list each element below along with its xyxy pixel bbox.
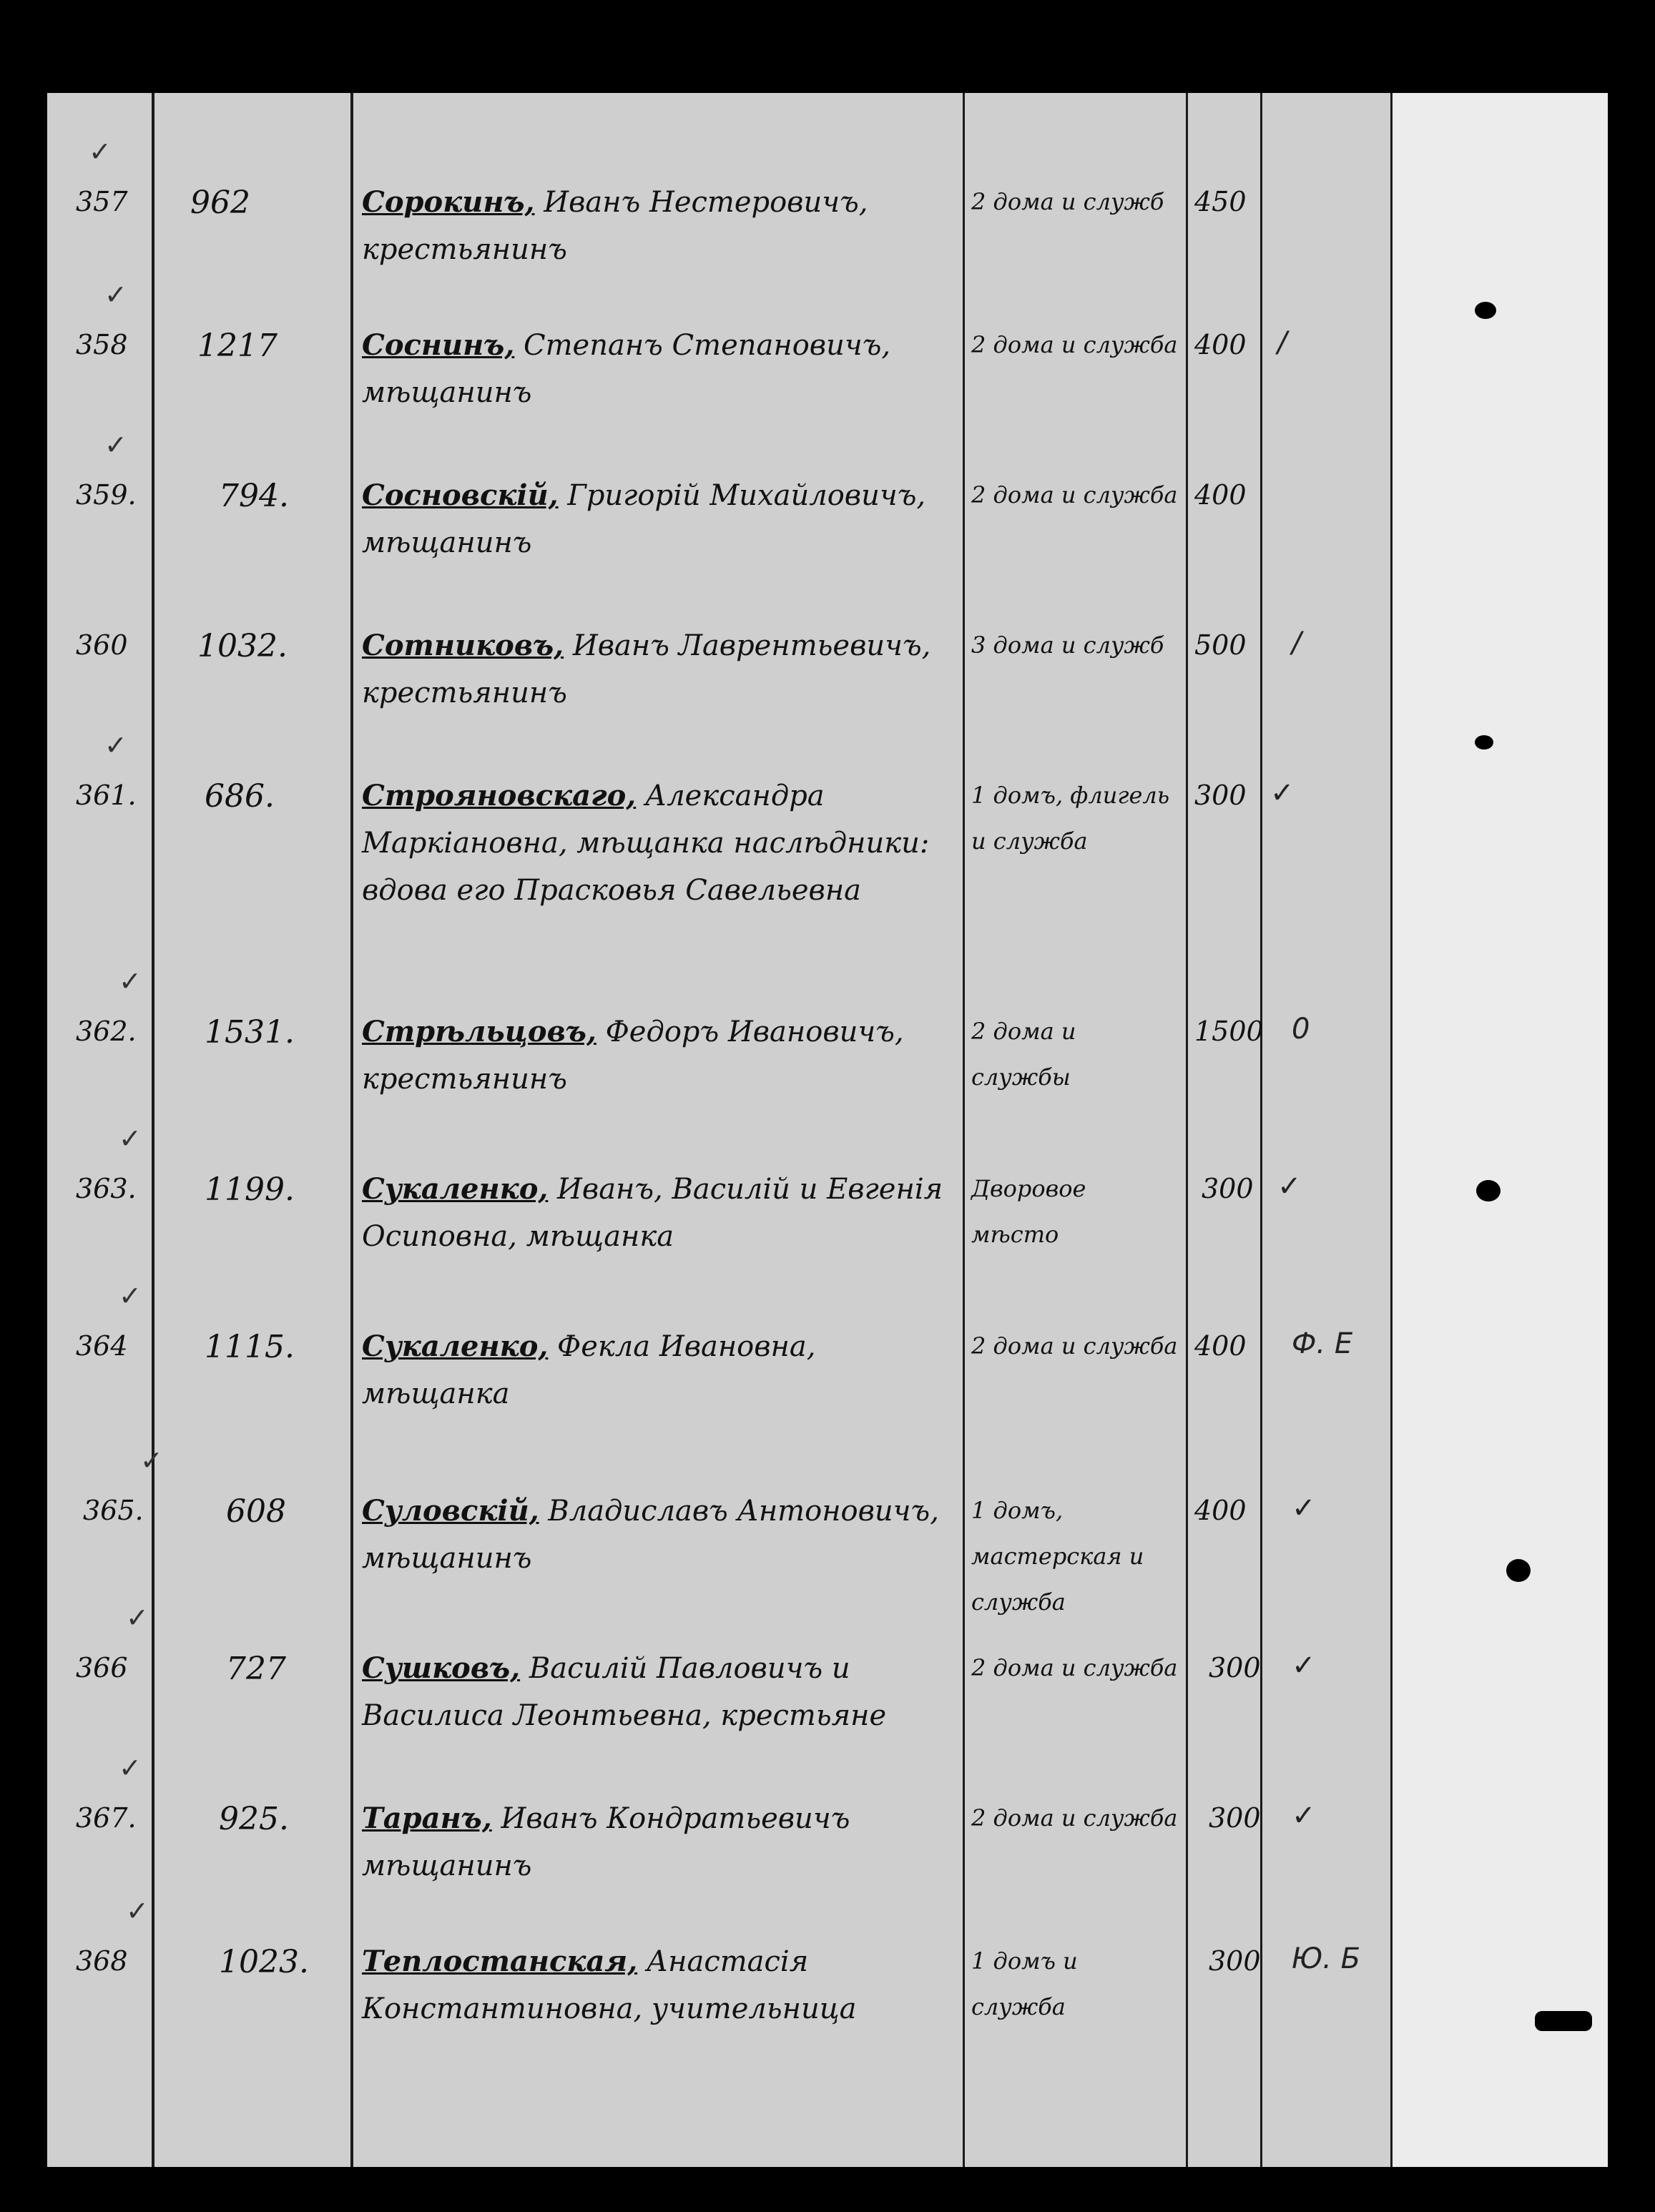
entry-number: 361. bbox=[76, 780, 137, 811]
column-rule-2 bbox=[350, 93, 353, 2167]
owner-details: Владиславъ Антоновичъ, мѣщанинъ bbox=[362, 1495, 939, 1575]
owner-name bbox=[362, 322, 948, 416]
property-value: 400 bbox=[1194, 1495, 1247, 1526]
owner-details: Фекла Ивановна, мѣщанка bbox=[362, 1330, 816, 1410]
register-number: 962 bbox=[190, 185, 250, 221]
register-number: 1199. bbox=[205, 1171, 295, 1208]
register-number: 727 bbox=[226, 1651, 286, 1687]
owner-name bbox=[362, 1166, 948, 1260]
ink-blot bbox=[1476, 1180, 1501, 1201]
check-mark-icon: ✓ bbox=[126, 1602, 149, 1633]
owner-name bbox=[362, 1938, 948, 2032]
check-mark-icon: ✓ bbox=[119, 1280, 142, 1312]
property-description: 1 домъ, флигель и служба bbox=[971, 782, 1170, 855]
entry-number: 364 bbox=[76, 1330, 128, 1362]
property-value: 400 bbox=[1194, 329, 1247, 360]
check-mark-icon: ✓ bbox=[104, 279, 127, 310]
property-value: 500 bbox=[1194, 629, 1247, 661]
entry-number: 363. bbox=[76, 1173, 137, 1204]
owner-details: Григорій Михайловичъ, мѣщанинъ bbox=[362, 479, 926, 559]
check-mark-icon: ✓ bbox=[119, 965, 142, 997]
owner-name bbox=[362, 1008, 948, 1103]
owner-surname: Сорокинъ, bbox=[362, 185, 535, 219]
property-value: 300 bbox=[1202, 1173, 1254, 1204]
column-rule-4 bbox=[1186, 93, 1188, 2167]
entry-number: 362. bbox=[76, 1016, 137, 1047]
owner-details: Василій Павловичъ и Василиса Леонтьевна, крестьяне bbox=[362, 1652, 887, 1732]
owner-surname: Суловскій, bbox=[362, 1494, 539, 1528]
check-mark-icon: ✓ bbox=[104, 429, 127, 461]
owner-surname: Строяновскаго, bbox=[362, 779, 637, 812]
ink-blot bbox=[1535, 2011, 1592, 2031]
owner-surname: Сушковъ, bbox=[362, 1651, 521, 1685]
check-mark-icon: ✓ bbox=[104, 729, 127, 761]
owner-name bbox=[362, 472, 948, 566]
ink-blot bbox=[1506, 1559, 1531, 1582]
check-mark-icon: ✓ bbox=[140, 1445, 163, 1476]
register-number: 1032. bbox=[197, 628, 288, 664]
margin-mark: / bbox=[1277, 326, 1287, 359]
owner-surname: Стрѣльцовъ, bbox=[362, 1015, 596, 1048]
margin-mark: ✓ bbox=[1277, 1170, 1302, 1203]
owner-name bbox=[362, 772, 948, 914]
owner-name bbox=[362, 1488, 948, 1582]
owner-surname: Таранъ, bbox=[362, 1801, 492, 1835]
check-mark-icon: ✓ bbox=[89, 136, 112, 167]
property-value: 300 bbox=[1194, 780, 1247, 811]
owner-surname: Сукаленко, bbox=[362, 1329, 549, 1363]
property-description: 1 домъ и служба bbox=[971, 1947, 1078, 2020]
check-mark-icon: ✓ bbox=[119, 1752, 142, 1784]
property-description: 2 дома и служба bbox=[971, 331, 1178, 358]
property-value: 300 bbox=[1209, 1802, 1261, 1834]
entry-number: 367. bbox=[76, 1802, 137, 1834]
property-description: 2 дома и служб bbox=[971, 188, 1164, 215]
check-mark-icon: ✓ bbox=[119, 1123, 142, 1154]
register-number: 794. bbox=[219, 478, 289, 514]
property-value: 1500 bbox=[1194, 1016, 1264, 1047]
owner-surname: Сосновскій, bbox=[362, 478, 559, 512]
margin-mark: Ю. Б bbox=[1292, 1942, 1361, 1975]
margin-mark: ✓ bbox=[1292, 1649, 1316, 1682]
property-description: 2 дома и служба bbox=[971, 481, 1178, 508]
owner-surname: Соснинъ, bbox=[362, 328, 515, 362]
register-number: 1023. bbox=[219, 1944, 309, 1980]
property-description: 2 дома и служба bbox=[971, 1804, 1178, 1832]
property-value: 300 bbox=[1209, 1945, 1261, 1977]
property-description: 2 дома и служба bbox=[971, 1332, 1178, 1360]
entry-number: 366 bbox=[76, 1652, 128, 1683]
register-number: 686. bbox=[205, 778, 275, 815]
entry-number: 360 bbox=[76, 629, 128, 661]
owner-details: Степанъ Степановичъ, мѣщанинъ bbox=[362, 329, 891, 409]
column-rule-6 bbox=[1390, 93, 1393, 2167]
property-value: 400 bbox=[1194, 1330, 1247, 1362]
page-margin-strip bbox=[1392, 93, 1608, 2167]
register-number: 925. bbox=[219, 1801, 289, 1837]
ink-blot bbox=[1475, 302, 1496, 319]
register-number: 1115. bbox=[205, 1329, 295, 1365]
property-description: Дворовое мѣсто bbox=[971, 1175, 1086, 1248]
column-rule-3 bbox=[963, 93, 965, 2167]
margin-mark: / bbox=[1292, 626, 1302, 659]
register-number: 1217 bbox=[197, 328, 278, 364]
owner-surname: Теплостанская, bbox=[362, 1945, 638, 1978]
owner-name bbox=[362, 622, 948, 717]
entry-number: 359. bbox=[76, 479, 137, 511]
column-rule-1 bbox=[152, 93, 154, 2167]
property-description: 1 домъ, мастерская и служба bbox=[971, 1497, 1144, 1616]
register-number: 608 bbox=[226, 1493, 286, 1530]
owner-name bbox=[362, 1795, 948, 1889]
owner-surname: Сукаленко, bbox=[362, 1172, 549, 1206]
register-number: 1531. bbox=[205, 1014, 295, 1051]
owner-name bbox=[362, 1323, 948, 1417]
property-value: 450 bbox=[1194, 186, 1247, 217]
owner-details: Иванъ Кондратьевичъ мѣщанинъ bbox=[362, 1802, 850, 1882]
column-rule-5 bbox=[1260, 93, 1262, 2167]
owner-name bbox=[362, 179, 948, 273]
owner-details: Федоръ Ивановичъ, крестьянинъ bbox=[362, 1016, 904, 1096]
owner-details: Анастасія Константиновна, учительница bbox=[362, 1945, 857, 2025]
owner-details: Иванъ Лаврентьевичъ, крестьянинъ bbox=[362, 629, 931, 709]
property-value: 300 bbox=[1209, 1652, 1261, 1683]
property-description: 2 дома и службы bbox=[971, 1018, 1076, 1091]
property-description: 3 дома и служб bbox=[971, 631, 1164, 659]
entry-number: 358 bbox=[76, 329, 128, 360]
ink-blot bbox=[1475, 735, 1493, 749]
entry-number: 368 bbox=[76, 1945, 128, 1977]
check-mark-icon: ✓ bbox=[126, 1895, 149, 1927]
owner-details: Иванъ, Василій и Евгенія Осиповна, мѣщанка bbox=[362, 1173, 943, 1253]
entry-number: 357 bbox=[76, 186, 128, 217]
owner-details: Иванъ Нестеровичъ, крестьянинъ bbox=[362, 186, 868, 266]
margin-mark: ✓ bbox=[1292, 1799, 1316, 1832]
margin-mark: ✓ bbox=[1270, 777, 1295, 810]
owner-name bbox=[362, 1645, 948, 1739]
owner-surname: Сотниковъ, bbox=[362, 629, 564, 662]
margin-mark: 0 bbox=[1292, 1013, 1310, 1046]
register-page bbox=[47, 93, 1608, 2167]
property-description: 2 дома и служба bbox=[971, 1654, 1178, 1681]
entry-number: 365. bbox=[83, 1495, 144, 1526]
property-value: 400 bbox=[1194, 479, 1247, 511]
owner-details: Александра Маркіановна, мѣщанка наслѣдники: вдова его Прасковья Савельевна bbox=[362, 780, 930, 907]
margin-mark: ✓ bbox=[1292, 1492, 1316, 1525]
margin-mark: Ф. Е bbox=[1292, 1327, 1353, 1360]
